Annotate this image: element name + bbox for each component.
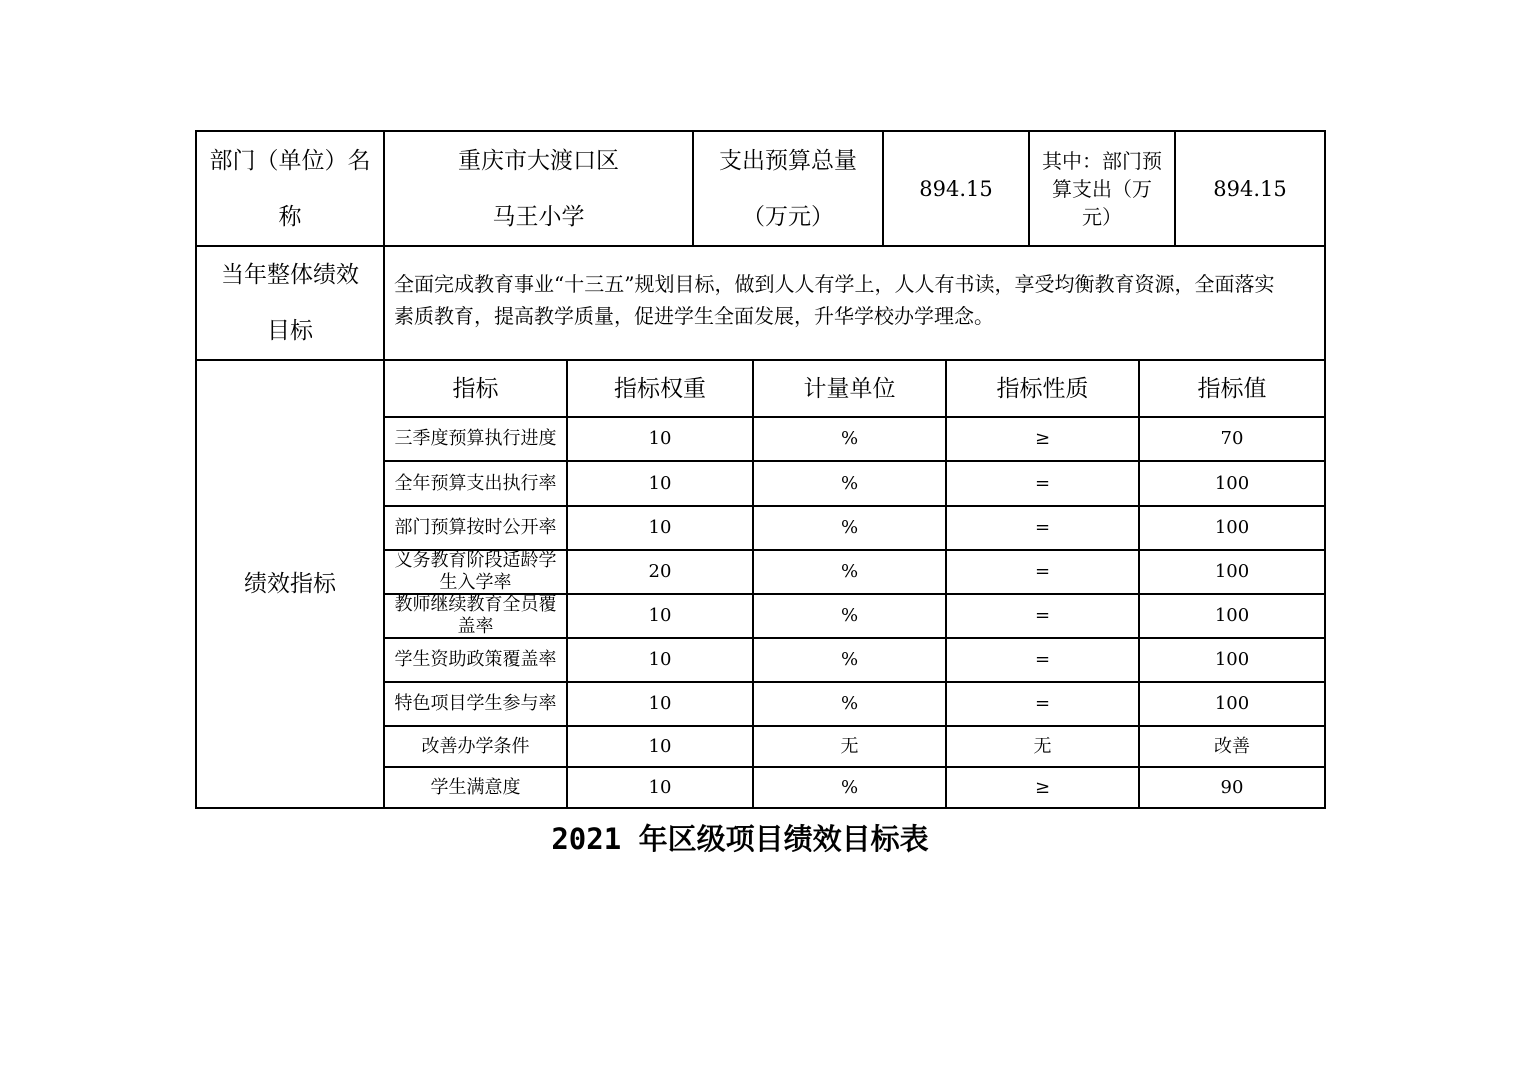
row-nature: =: [1034, 693, 1051, 714]
row-unit: %: [840, 517, 859, 538]
dept-label: [197, 132, 383, 245]
row-indicator-name: 特色项目学生参与率: [394, 693, 557, 714]
dept-name: [385, 132, 692, 245]
goal-text: 全面完成教育事业“十三五”规划目标，做到人人有学上，人人有书读，享受均衡教育资源，全面落实素质教育，提高教学质量，促进学生全面发展，升华学校办学理念。: [394, 272, 1275, 328]
row-unit: 无: [840, 735, 859, 757]
row-value: 70: [1220, 428, 1244, 449]
row-indicator-name: 全年预算支出执行率: [394, 472, 557, 494]
row-unit: %: [840, 428, 859, 449]
col-header-nature: 指标性质: [996, 375, 1089, 402]
dept-name-line1: 重庆市大渡口区: [458, 147, 619, 174]
dept-budget-value: 894.15: [1213, 176, 1287, 201]
row-value: 100: [1214, 693, 1250, 714]
row-indicator-name: 学生满意度: [430, 776, 521, 798]
row-indicator-name: 学生资助政策覆盖率: [394, 649, 557, 670]
document-title: 2021 年区级项目绩效目标表: [551, 821, 929, 856]
row-nature: 无: [1033, 735, 1052, 757]
row-value: 100: [1214, 472, 1250, 494]
dept-budget-label: [1030, 132, 1174, 245]
dept-label-line2: 称: [278, 203, 302, 230]
col-header-value: 指标值: [1197, 375, 1267, 402]
row-unit: %: [840, 693, 859, 714]
goal-label-line1: 当年整体绩效: [221, 262, 359, 288]
row-unit: %: [840, 605, 859, 626]
row-nature: =: [1034, 605, 1051, 626]
row-nature: =: [1034, 561, 1051, 582]
row-unit: %: [840, 649, 859, 670]
dept-budget-label-text: 其中：部门预算支出（万元）: [1042, 148, 1162, 229]
row-weight: 10: [648, 517, 672, 538]
row-weight: 20: [648, 561, 672, 582]
row-weight: 10: [648, 472, 672, 494]
row-weight: 10: [648, 428, 672, 449]
metrics-section-label: 绩效指标: [244, 571, 336, 597]
col-header-weight: 指标权重: [614, 375, 706, 402]
dept-label-line1: 部门（单位）名: [209, 147, 371, 174]
row-weight: 10: [648, 776, 672, 798]
row-unit: %: [840, 776, 859, 798]
col-header-unit: 计量单位: [803, 375, 896, 402]
row-indicator-name: 义务教育阶段适龄学生入学率: [394, 550, 557, 593]
row-indicator-name: 教师继续教育全员覆盖率: [394, 594, 557, 637]
dept-name-line2: 马王小学: [492, 203, 585, 230]
row-nature: ≥: [1034, 776, 1051, 798]
row-indicator-name: 改善办学条件: [421, 735, 530, 757]
row-weight: 10: [648, 649, 672, 670]
row-weight: 10: [648, 735, 672, 757]
row-value: 改善: [1214, 735, 1250, 757]
row-unit: %: [840, 472, 859, 494]
row-nature: =: [1034, 517, 1051, 538]
row-weight: 10: [648, 605, 672, 626]
row-value: 100: [1214, 649, 1250, 670]
row-weight: 10: [648, 693, 672, 714]
total-label-line1: 支出预算总量: [719, 147, 857, 174]
row-value: 100: [1214, 517, 1250, 538]
col-header-indicator: 指标: [452, 375, 499, 402]
total-budget-label: [694, 132, 882, 245]
goal-label: [197, 247, 383, 359]
row-value: 90: [1220, 776, 1244, 798]
row-nature: =: [1034, 649, 1051, 670]
goal-label-line2: 目标: [267, 318, 313, 344]
total-budget-value: 894.15: [919, 176, 993, 201]
row-unit: %: [840, 561, 859, 582]
row-value: 100: [1214, 605, 1250, 626]
row-nature: ≥: [1034, 428, 1051, 449]
total-label-line2: （万元）: [742, 203, 834, 230]
row-nature: =: [1034, 472, 1051, 494]
row-indicator-name: 三季度预算执行进度: [394, 428, 557, 449]
row-indicator-name: 部门预算按时公开率: [394, 517, 557, 538]
row-value: 100: [1214, 561, 1250, 582]
